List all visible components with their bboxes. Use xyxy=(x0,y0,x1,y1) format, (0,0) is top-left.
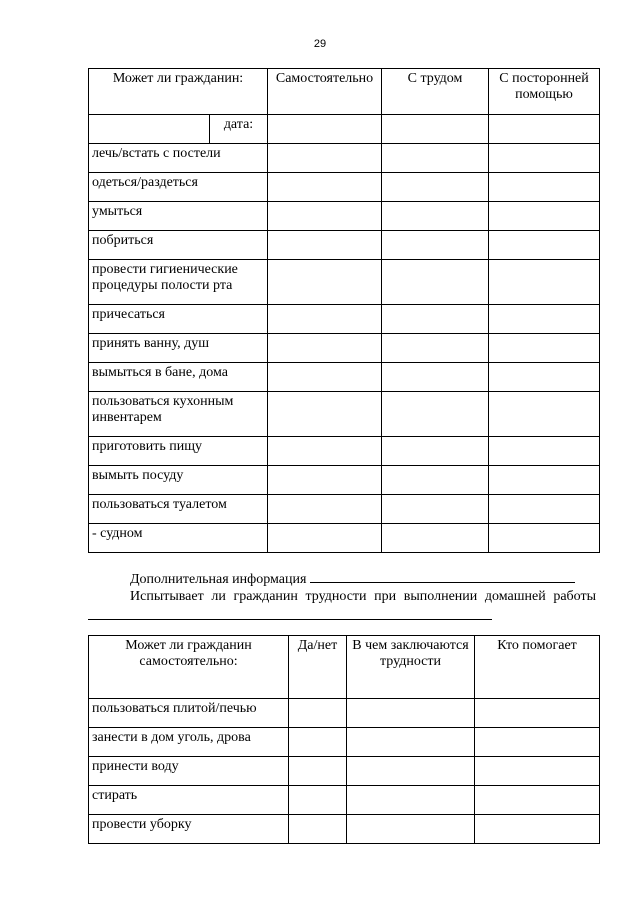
household-task-label: пользоваться плитой/печью xyxy=(89,699,289,728)
answer-cell[interactable] xyxy=(382,363,489,392)
table-row xyxy=(89,392,600,437)
date-cell[interactable] xyxy=(268,115,382,144)
answer-cell[interactable] xyxy=(268,363,382,392)
answer-cell[interactable] xyxy=(289,757,347,786)
answer-cell[interactable] xyxy=(347,786,475,815)
additional-info-blank[interactable] xyxy=(310,570,575,583)
date-row xyxy=(89,115,600,144)
table-row xyxy=(89,202,600,231)
abilities-table xyxy=(88,68,600,553)
answer-cell[interactable] xyxy=(489,334,600,363)
answer-cell[interactable] xyxy=(347,699,475,728)
answer-cell[interactable] xyxy=(289,728,347,757)
answer-cell[interactable] xyxy=(489,466,600,495)
table-row xyxy=(89,260,600,305)
activity-label: лечь/встать с постели xyxy=(89,144,268,173)
answer-cell[interactable] xyxy=(289,786,347,815)
answer-cell[interactable] xyxy=(382,202,489,231)
answer-cell[interactable] xyxy=(489,173,600,202)
answer-cell[interactable] xyxy=(382,144,489,173)
additional-info-label: Дополнительная информация xyxy=(130,572,307,587)
table-row xyxy=(89,231,600,260)
activity-label: приготовить пищу xyxy=(89,437,268,466)
answer-cell[interactable] xyxy=(382,260,489,305)
answer-cell[interactable] xyxy=(475,786,600,815)
date-blank-cell xyxy=(89,115,210,144)
answer-cell[interactable] xyxy=(268,260,382,305)
table-row xyxy=(89,334,600,363)
answer-cell[interactable] xyxy=(268,173,382,202)
household-question-text: Испытывает ли гражданин трудности при выполнении домашней работы xyxy=(130,589,596,604)
answer-cell[interactable] xyxy=(489,363,600,392)
answer-cell[interactable] xyxy=(489,305,600,334)
answer-cell[interactable] xyxy=(382,437,489,466)
answer-cell[interactable] xyxy=(268,334,382,363)
answer-cell[interactable] xyxy=(475,815,600,844)
answer-cell[interactable] xyxy=(382,231,489,260)
household-question-blank[interactable] xyxy=(88,607,492,620)
header-difficulties: В чем заключаются трудности xyxy=(347,636,475,699)
table-row xyxy=(89,466,600,495)
table-row xyxy=(89,815,600,844)
activity-label: побриться xyxy=(89,231,268,260)
header-independently: Самостоятельно xyxy=(268,69,382,115)
answer-cell[interactable] xyxy=(289,815,347,844)
table-row xyxy=(89,786,600,815)
answer-cell[interactable] xyxy=(489,202,600,231)
header-can-citizen-independently: Может ли гражданин самостоятельно: xyxy=(89,636,289,699)
activity-label: одеться/раздеться xyxy=(89,173,268,202)
answer-cell[interactable] xyxy=(475,757,600,786)
date-label: дата: xyxy=(210,115,268,144)
table-row xyxy=(89,699,600,728)
answer-cell[interactable] xyxy=(347,757,475,786)
answer-cell[interactable] xyxy=(489,260,600,305)
answer-cell[interactable] xyxy=(268,305,382,334)
header-with-difficulty: С трудом xyxy=(382,69,489,115)
page-number: 29 xyxy=(313,38,327,50)
table-header-row xyxy=(89,69,600,115)
answer-cell[interactable] xyxy=(489,495,600,524)
activity-label: вымыться в бане, дома xyxy=(89,363,268,392)
household-task-label: стирать xyxy=(89,786,289,815)
answer-cell[interactable] xyxy=(382,495,489,524)
answer-cell[interactable] xyxy=(347,815,475,844)
household-difficulty-question xyxy=(88,587,596,627)
table-row xyxy=(89,524,600,553)
answer-cell[interactable] xyxy=(268,392,382,437)
answer-cell[interactable] xyxy=(289,699,347,728)
table-row xyxy=(89,144,600,173)
activity-label: принять ванну, душ xyxy=(89,334,268,363)
activity-label: причесаться xyxy=(89,305,268,334)
answer-cell[interactable] xyxy=(382,305,489,334)
answer-cell[interactable] xyxy=(268,231,382,260)
answer-cell[interactable] xyxy=(475,728,600,757)
activity-label: вымыть посуду xyxy=(89,466,268,495)
activity-label: умыться xyxy=(89,202,268,231)
answer-cell[interactable] xyxy=(382,524,489,553)
answer-cell[interactable] xyxy=(489,437,600,466)
answer-cell[interactable] xyxy=(489,524,600,553)
answer-cell[interactable] xyxy=(489,392,600,437)
table-row xyxy=(89,728,600,757)
header-can-citizen: Может ли гражданин: xyxy=(89,69,268,115)
header-who-helps: Кто помогает xyxy=(475,636,600,699)
activity-label: пользоваться кухонным инвентарем xyxy=(89,392,268,437)
answer-cell[interactable] xyxy=(489,144,600,173)
answer-cell[interactable] xyxy=(382,334,489,363)
answer-cell[interactable] xyxy=(382,392,489,437)
household-task-label: провести уборку xyxy=(89,815,289,844)
table-header-row xyxy=(89,636,600,699)
answer-cell[interactable] xyxy=(347,728,475,757)
table-row xyxy=(89,363,600,392)
table-row xyxy=(89,495,600,524)
activity-label: пользоваться туалетом xyxy=(89,495,268,524)
answer-cell[interactable] xyxy=(268,202,382,231)
answer-cell[interactable] xyxy=(382,173,489,202)
date-cell[interactable] xyxy=(382,115,489,144)
answer-cell[interactable] xyxy=(475,699,600,728)
household-task-label: занести в дом уголь, дрова xyxy=(89,728,289,757)
answer-cell[interactable] xyxy=(268,466,382,495)
table-row xyxy=(89,173,600,202)
activity-label: - судном xyxy=(89,524,268,553)
answer-cell[interactable] xyxy=(489,231,600,260)
header-with-help: С посторонней помощью xyxy=(489,69,600,115)
household-table xyxy=(88,635,600,844)
table-row xyxy=(89,437,600,466)
date-cell[interactable] xyxy=(489,115,600,144)
answer-cell[interactable] xyxy=(382,466,489,495)
additional-info-line xyxy=(130,570,575,588)
answer-cell[interactable] xyxy=(268,495,382,524)
answer-cell[interactable] xyxy=(268,524,382,553)
table-row xyxy=(89,305,600,334)
activity-label: провести гигиенические процедуры полости рта xyxy=(89,260,268,305)
answer-cell[interactable] xyxy=(268,144,382,173)
answer-cell[interactable] xyxy=(268,437,382,466)
household-task-label: принести воду xyxy=(89,757,289,786)
table-row xyxy=(89,757,600,786)
header-yes-no: Да/нет xyxy=(289,636,347,699)
